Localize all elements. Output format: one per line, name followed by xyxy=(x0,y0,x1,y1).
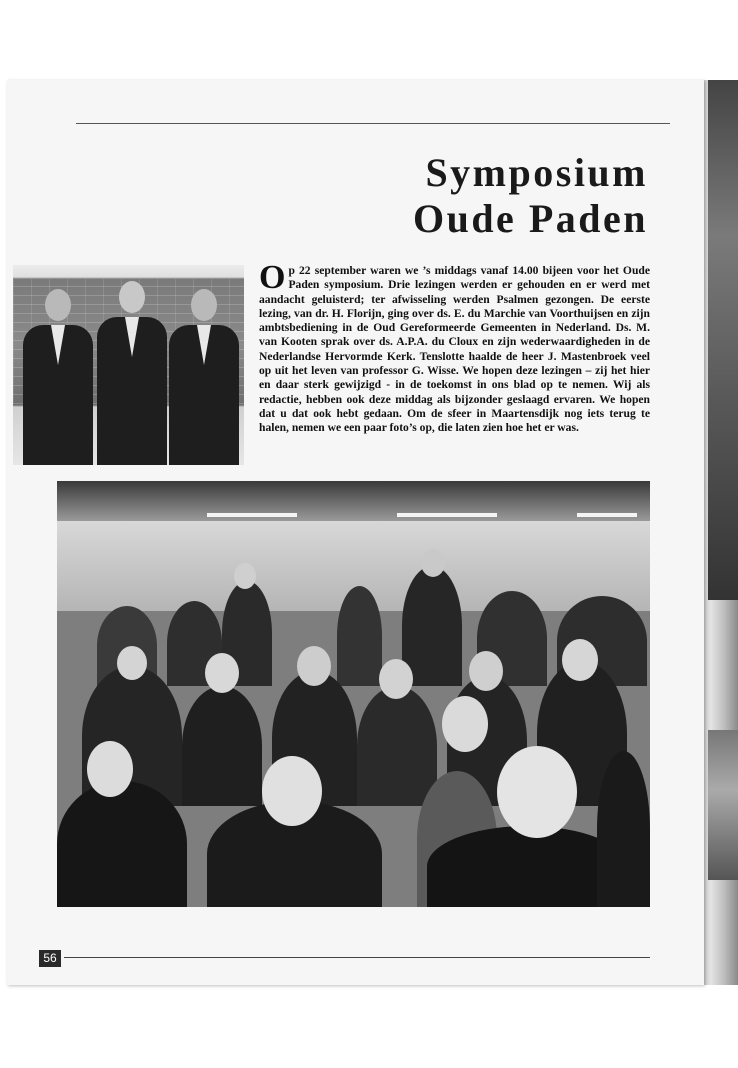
article-body xyxy=(259,259,650,436)
church-ceiling xyxy=(57,481,650,521)
page-number: 56 xyxy=(39,950,61,967)
speaker-figure-right xyxy=(169,325,239,465)
header-rule xyxy=(76,123,670,124)
title-line-2: Oude Paden xyxy=(412,196,648,241)
footer-rule xyxy=(64,957,650,958)
article-title xyxy=(413,150,648,242)
adjacent-page-photo-strip xyxy=(708,80,738,600)
article-body-text: p 22 september waren we ’s middags vanaf 14.00 bijeen voor het Oude Paden symposium. Drie lezingen werden er gehouden en er werd met aandacht geluisterd; ter afwisseling werden Psalmen gezongen. De eerste lezing, van dr. H. Florijn, ging over ds. E. du Marchie van Voorthuijsen en zijn ambtsbediening in de Oud Gereformeerde Gemeenten in Nederland. Ds. M. van Kooten sprak over ds. A.P.A. du Cloux en zijn wederwaardigheden in de Nederlandse Hervormde Kerk. Tenslotte haalde de heer J. Mastenbroek veel op uit het leven van professor G. Wisse. We hopen deze lezingen – zij het hier en daar sterk gewijzigd - in de toekomst in ons blad op te nemen. Wij als redactie, hebben ook deze middag als bijzonder geslaagd ervaren. We hopen dat u dat ook hebt gedaan. Om de sfeer in Maartensdijk nog iets terug te halen, nemen we een paar foto’s op, die laten zien hoe het er was. xyxy=(259,264,650,435)
adjacent-page-photo-strip-lower xyxy=(708,730,738,880)
speakers-photo xyxy=(13,265,244,465)
adjacent-page-edge xyxy=(704,80,738,985)
speaker-figure-left xyxy=(23,325,93,465)
audience-photo xyxy=(57,481,650,907)
speaker-figure-middle xyxy=(97,317,167,465)
drop-cap: O xyxy=(259,259,286,296)
title-line-1: Symposium xyxy=(425,150,648,195)
